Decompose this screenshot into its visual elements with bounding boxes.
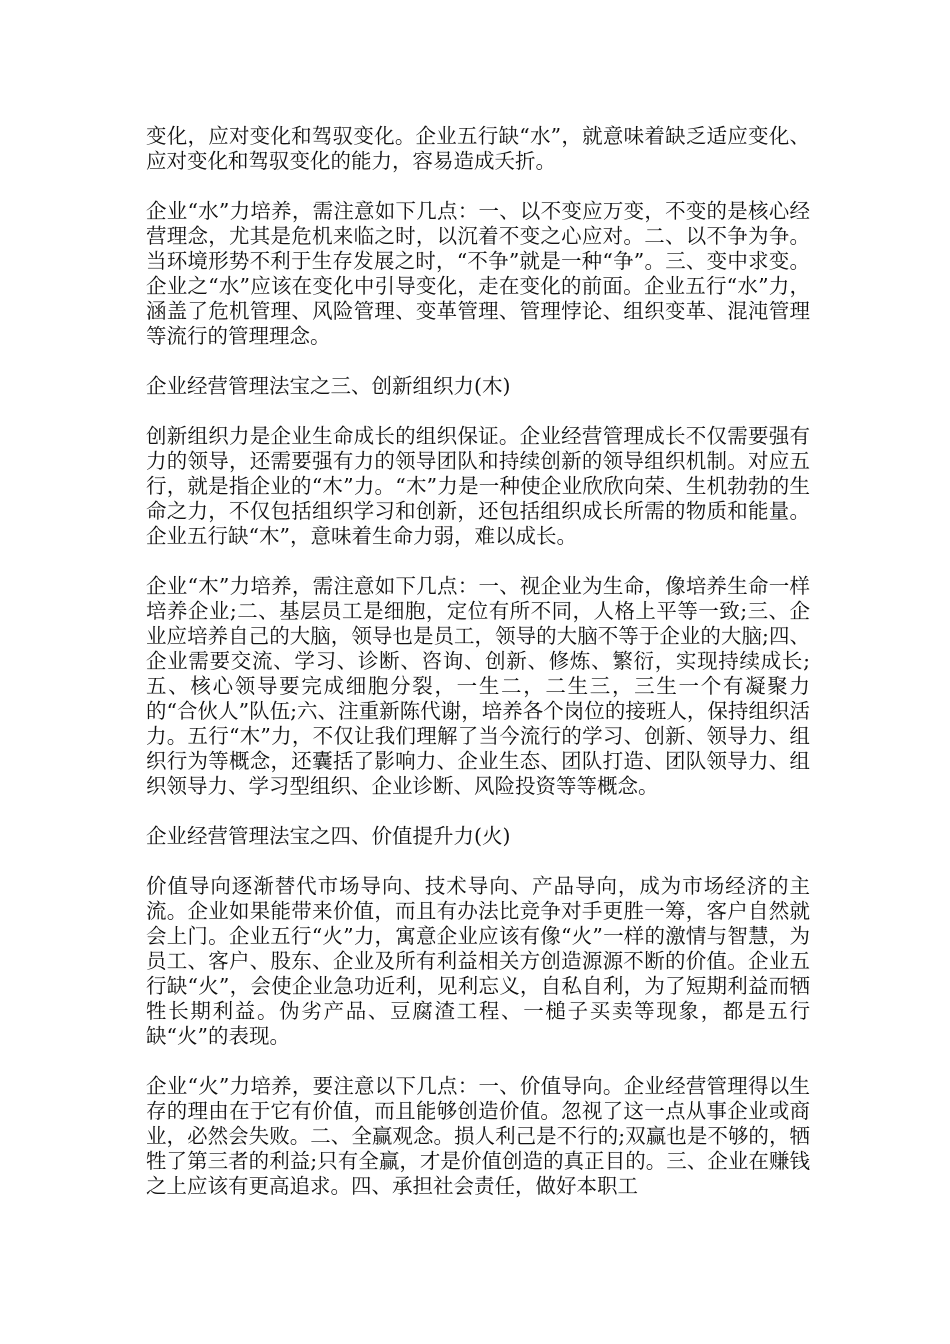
section-heading-fire: 企业经营管理法宝之四、价值提升力(火)	[146, 824, 511, 848]
paragraph-fire-intro: 价值导向逐渐替代市场导向、技术导向、产品导向，成为市场经济的主流。企业如果能带来价值，而且有办法比竞争对手更胜一筹，客户自然就会上门。企业五行“火”力，寓意企业应该有像“火”一样的激情与智慧，为员工、客户、股东、企业及所有利益相关方创造源源不断的价值。企业五行缺“火”，会使企业急功近利，见利忘义，自私自利，为了短期利益而牺牲长期利益。伪劣产品、豆腐渣工程、一槌子买卖等现象，都是五行缺“火”的表现。	[146, 874, 810, 1048]
paragraph-wood-intro: 创新组织力是企业生命成长的组织保证。企业经营管理成长不仅需要强有力的领导，还需要强有力的领导团队和持续创新的领导组织机制。对应五行，就是指企业的“木”力。“木”力是一种使企业欣欣向荣、生机勃勃的生命之力，不仅包括组织学习和创新，还包括组织成长所需的物质和能量。企业五行缺“木”，意味着生命力弱，难以成长。	[146, 424, 810, 548]
paragraph-water-intro: 变化，应对变化和驾驭变化。企业五行缺“水”，就意味着缺乏适应变化、应对变化和驾驭变化的能力，容易造成夭折。	[146, 124, 810, 173]
paragraph-wood-cultivation: 企业“木”力培养，需注意如下几点：一、视企业为生命，像培养生命一样培养企业;二、基层员工是细胞，定位有所不同，人格上平等一致;三、企业应培养自己的大脑，领导也是员工，领导的大脑不等于企业的大脑;四、企业需要交流、学习、诊断、咨询、创新、修炼、繁衍，实现持续成长;五、核心领导要完成细胞分裂，一生二，二生三，三生一个有凝聚力的“合伙人”队伍;六、注重新陈代谢，培养各个岗位的接班人，保持组织活力。五行“木”力，不仅让我们理解了当今流行的学习、创新、领导力、组织行为等概念，还囊括了影响力、企业生态、团队打造、团队领导力、组织领导力、学习型组织、企业诊断、风险投资等等概念。	[146, 574, 810, 798]
paragraph-fire-cultivation: 企业“火”力培养，要注意以下几点：一、价值导向。企业经营管理得以生存的理由在于它有价值，而且能够创造价值。忽视了这一点从事企业或商业，必然会失败。二、全赢观念。损人利己是不行的;双赢也是不够的，牺牲了第三者的利益;只有全赢，才是价值创造的真正目的。三、企业在赚钱之上应该有更高追求。四、承担社会责任，做好本职工	[146, 1074, 810, 1198]
paragraph-water-cultivation: 企业“水”力培养，需注意如下几点：一、以不变应万变，不变的是核心经营理念，尤其是危机来临之时，以沉着不变之心应对。二、以不争为争。当环境形势不利于生存发展之时，“不争”就是一种“争”。三、变中求变。企业之“水”应该在变化中引导变化，走在变化的前面。企业五行“水”力，涵盖了危机管理、风险管理、变革管理、管理悖论、组织变革、混沌管理等流行的管理理念。	[146, 199, 810, 348]
section-heading-wood: 企业经营管理法宝之三、创新组织力(木)	[146, 374, 511, 398]
document-page	[146, 124, 810, 1224]
